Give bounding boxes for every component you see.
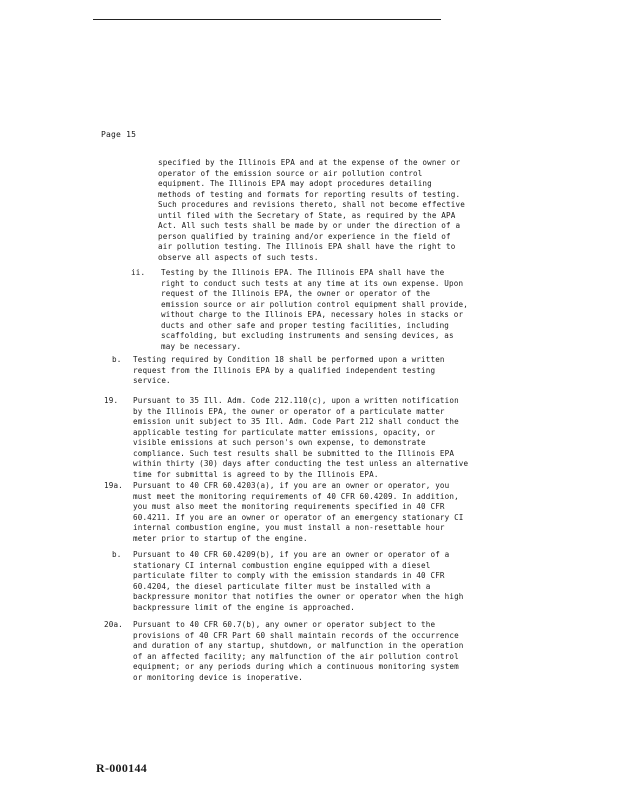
text-line: may be necessary. — [161, 341, 242, 351]
text-line: emission unit subject to 35 Ill. Adm. Code Part 212 shall conduct the — [133, 417, 459, 426]
condition-19-paragraph — [133, 396, 468, 480]
text-line: Testing required by Condition 18 shall be performed upon a written — [133, 355, 445, 364]
text-line: backpressure monitor that notifies the owner or operator when the high — [133, 592, 464, 601]
condition-marker-19: 19. — [104, 396, 119, 405]
text-line: or monitoring device is inoperative. — [133, 672, 303, 682]
condition-marker-20a: 20a. — [104, 620, 123, 629]
text-line: applicable testing for particulate matter emissions, opacity, or — [133, 427, 436, 437]
text-line: provisions of 40 CFR Part 60 shall maintain records of the occurrence — [133, 630, 459, 640]
text-line: operator of the emission source or air pollution control — [158, 168, 423, 178]
text-line: methods of testing and formats for reporting results of testing. — [158, 189, 461, 199]
text-line: right to conduct such tests at any time at its own expense. Upon — [161, 278, 464, 288]
text-line: 60.4211. If you are an owner or operator of an emergency stationary CI — [133, 512, 464, 522]
text-line: Pursuant to 40 CFR 60.4209(b), if you are an owner or operator of a — [133, 550, 450, 559]
text-line: observe all aspects of such tests. — [158, 252, 319, 262]
text-line: visible emissions at such person's own expense, to demonstrate — [133, 438, 426, 447]
text-line: request of the Illinois EPA, the owner or operator of the — [161, 289, 431, 298]
text-line: equipment; or any periods during which a continuous monitoring system — [133, 662, 459, 671]
top-rule — [93, 19, 441, 20]
text-line: ducts and other safe and proper testing facilities, including — [161, 320, 450, 330]
condition-20a-paragraph — [133, 620, 464, 683]
text-line: compliance. Such test results shall be submitted to the Illinois EPA — [133, 448, 455, 458]
text-line: internal combustion engine, you must install a non-resettable hour — [133, 523, 445, 532]
text-line: of an affected facility; any malfunction of the air pollution control — [133, 651, 459, 661]
item-b-paragraph — [133, 355, 445, 387]
text-line: until filed with the Secretary of State, as required by the APA — [158, 210, 456, 220]
page-number: Page 15 — [101, 130, 137, 139]
text-line: request from the Illinois EPA by a qualified independent testing — [133, 365, 436, 375]
text-line: Pursuant to 35 Ill. Adm. Code 212.110(c), upon a written notification — [133, 396, 459, 405]
text-line: Such procedures and revisions thereto, shall not become effective — [158, 200, 465, 209]
text-line: Pursuant to 40 CFR 60.7(b), any owner or operator subject to the — [133, 620, 436, 629]
text-line: emission source or air pollution control equipment shall provide, — [161, 299, 468, 309]
intro-paragraph — [158, 158, 465, 263]
text-line: air pollution testing. The Illinois EPA shall have the right to — [158, 242, 456, 251]
text-line: equipment. The Illinois EPA may adopt procedures detailing — [158, 179, 432, 188]
text-line: particulate filter to comply with the emission standards in 40 CFR — [133, 571, 445, 580]
item-ii-paragraph — [161, 268, 468, 352]
condition-19b-paragraph — [133, 550, 464, 613]
text-line: without charge to the Illinois EPA, necessary holes in stacks or — [161, 310, 464, 319]
text-line: you must also meet the monitoring requirements specified in 40 CFR — [133, 502, 445, 511]
text-line: Act. All such tests shall be made by or under the direction of a — [158, 221, 461, 230]
text-line: within thirty (30) days after conducting the test unless an alternative — [133, 459, 469, 468]
text-line: scaffolding, but excluding instruments and sensing devices, as — [161, 331, 454, 340]
text-line: time for submittal is agreed to by the Illinois EPA. — [133, 469, 379, 479]
text-line: meter prior to startup of the engine. — [133, 533, 308, 543]
text-line: 60.4204, the diesel particulate filter must be installed with a — [133, 581, 431, 591]
text-line: Pursuant to 40 CFR 60.4203(a), if you are an owner or operator, you — [133, 481, 450, 490]
condition-marker-19b: b. — [112, 550, 122, 559]
text-line: stationary CI internal combustion engine equipped with a diesel — [133, 560, 431, 570]
bates-number: R-000144 — [96, 761, 148, 775]
condition-marker-19a: 19a. — [104, 481, 123, 490]
text-line: backpressure limit of the engine is approached. — [133, 602, 355, 612]
text-line: specified by the Illinois EPA and at the expense of the owner or — [158, 158, 461, 167]
text-line: person qualified by training and/or experience in the field of — [158, 231, 451, 241]
condition-19a-paragraph — [133, 481, 464, 544]
text-line: must meet the monitoring requirements of 40 CFR 60.4209. In addition, — [133, 491, 459, 501]
text-line: by the Illinois EPA, the owner or operator of a particulate matter — [133, 406, 445, 416]
text-line: service. — [133, 376, 171, 385]
item-marker-ii: ii. — [131, 268, 146, 277]
text-line: Testing by the Illinois EPA. The Illinois EPA shall have the — [161, 268, 445, 277]
item-marker-b: b. — [112, 355, 122, 364]
text-line: and duration of any startup, shutdown, or malfunction in the operation — [133, 641, 464, 650]
